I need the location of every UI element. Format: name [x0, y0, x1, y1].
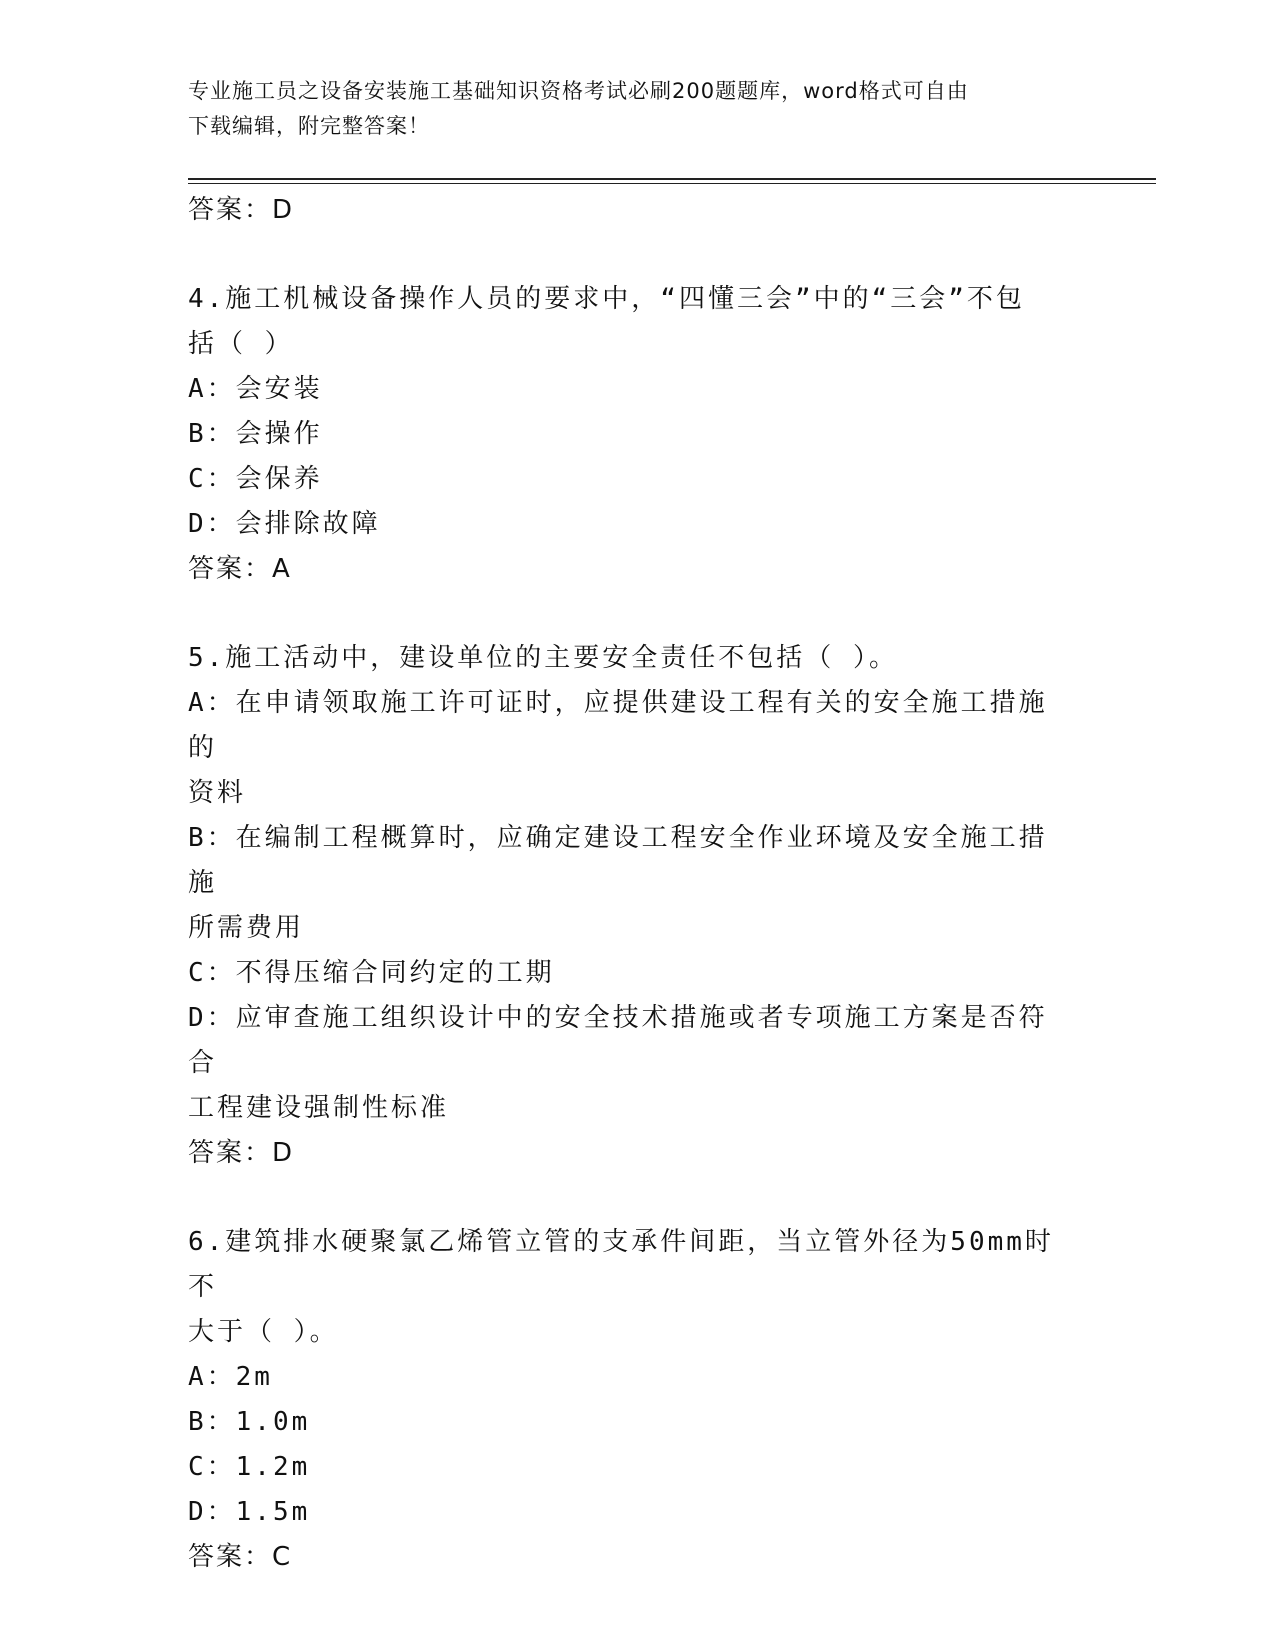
- question-4-answer: 答案：A: [188, 554, 292, 584]
- question-content: [188, 188, 1068, 1580]
- question-4-text-line-2: 括（ ）: [188, 329, 294, 359]
- header-title-line-1: 专业施工员之设备安装施工基础知识资格考试必刷200题题库，word格式可自由: [188, 79, 969, 103]
- question-6-option-a: A：2m: [188, 1362, 273, 1392]
- question-5-option-b-line-1: B：在编制工程概算时，应确定建设工程安全作业环境及安全施工措施: [188, 823, 1048, 898]
- question-4-option-a: A：会安装: [188, 374, 323, 404]
- header-divider-thin: [188, 183, 1156, 184]
- question-6-text-line-1: 6.建筑排水硬聚氯乙烯管立管的支承件间距，当立管外径为50mm时不: [188, 1227, 1054, 1302]
- section-spacer: [188, 1176, 1068, 1220]
- question-5-option-a-line-2: 资料: [188, 778, 247, 808]
- question-5-text-line-1: 5.施工活动中，建设单位的主要安全责任不包括（ ）。: [188, 643, 898, 673]
- question-4-option-c: C：会保养: [188, 464, 323, 494]
- question-4-text-line-1: 4.施工机械设备操作人员的要求中，“四懂三会”中的“三会”不包: [188, 284, 1025, 314]
- section-spacer: [188, 592, 1068, 636]
- question-6-block: [188, 1220, 1068, 1580]
- document-header: [188, 74, 1088, 144]
- question-5-option-b-line-2: 所需费用: [188, 913, 305, 943]
- question-6-text-line-2: 大于（ ）。: [188, 1317, 339, 1347]
- answer-3: 答案：D: [188, 195, 295, 225]
- section-spacer: [188, 233, 1068, 277]
- header-title-line-2: 下载编辑，附完整答案！: [188, 114, 430, 138]
- question-6-option-d: D：1.5m: [188, 1497, 311, 1527]
- header-divider-thick: [188, 178, 1156, 180]
- question-4-option-b: B：会操作: [188, 419, 323, 449]
- question-5-option-c: C：不得压缩合同约定的工期: [188, 958, 555, 988]
- question-5-option-d-line-1: D：应审查施工组织设计中的安全技术措施或者专项施工方案是否符合: [188, 1003, 1048, 1078]
- question-5-answer: 答案：D: [188, 1138, 295, 1168]
- question-5-option-a-line-1: A：在申请领取施工许可证时，应提供建设工程有关的安全施工措施的: [188, 688, 1048, 763]
- question-5-option-d-line-2: 工程建设强制性标准: [188, 1093, 450, 1123]
- question-5-block: [188, 636, 1068, 1176]
- question-4-block: [188, 277, 1068, 592]
- question-6-answer: 答案：C: [188, 1542, 293, 1572]
- question-6-option-b: B：1.0m: [188, 1407, 311, 1437]
- question-6-option-c: C：1.2m: [188, 1452, 311, 1482]
- question-4-option-d: D：会排除故障: [188, 509, 381, 539]
